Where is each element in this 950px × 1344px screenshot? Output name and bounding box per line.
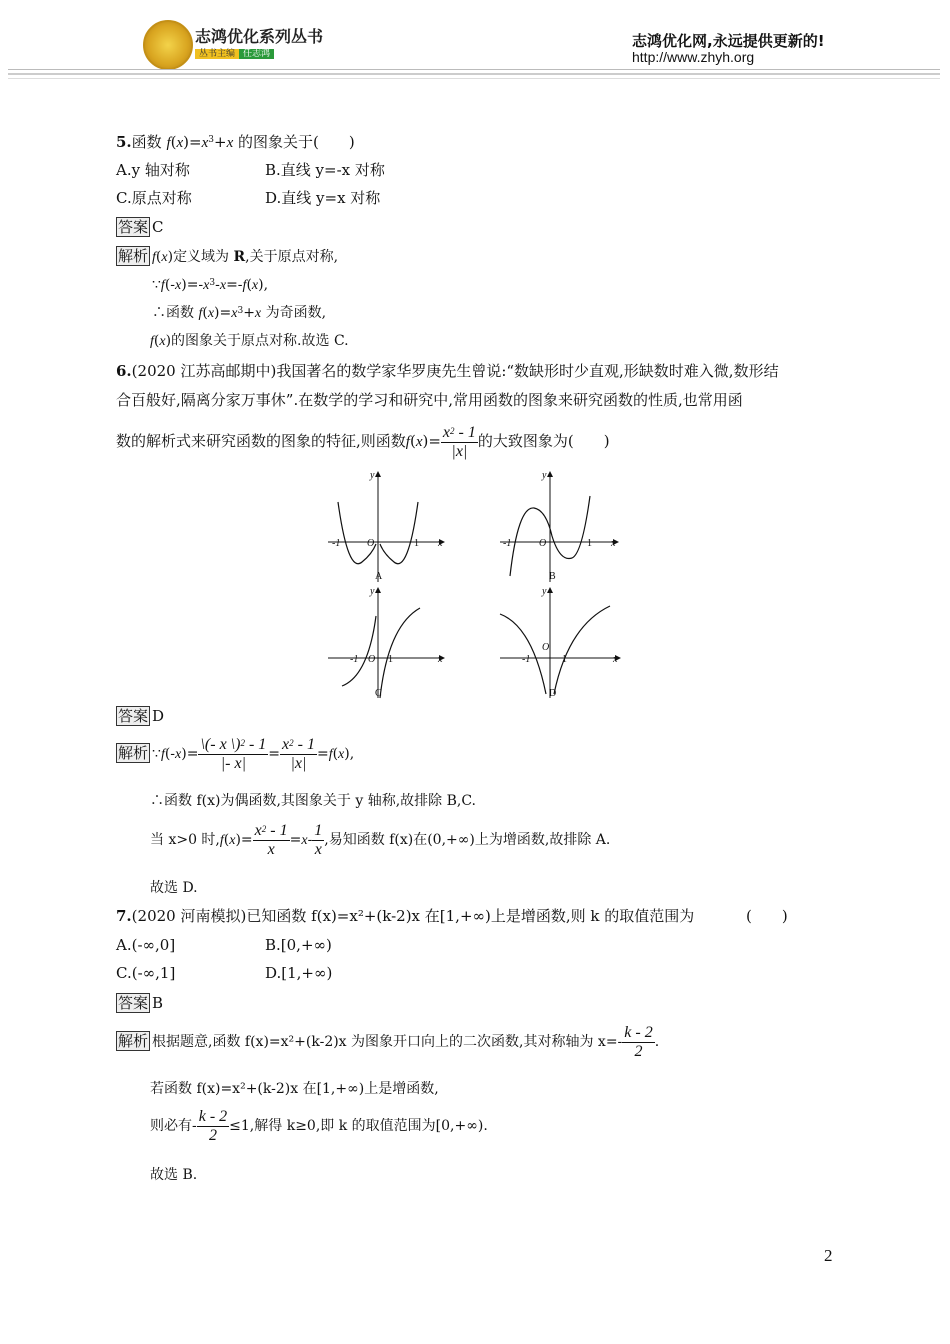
svg-text:x: x: [611, 538, 616, 549]
q7-solution-2: 若函数 f(x)=x²+(k-2)x 在[1,+∞)上是增函数,: [150, 1081, 439, 1097]
editor-badge: [195, 48, 274, 60]
graph-d-label: D: [549, 688, 557, 699]
editor-label: 丛书主编: [195, 49, 239, 59]
logo-seal: [143, 20, 193, 70]
q7-stem: 7.(2020 河南模拟)已知函数 f(x)=x²+(k-2)x 在[1,+∞)上是增函数,则 k 的取值范围为: [116, 907, 695, 925]
header-rule: [8, 78, 940, 79]
graph-a: [328, 470, 444, 582]
q7-paren: ( ): [746, 907, 788, 925]
q6-solution-2: ∴函数 f(x)为偶函数,其图象关于 y 轴称,故排除 B,C.: [150, 793, 477, 809]
q6-stem-3: 数的解析式来研究函数的图象的特征,则函数f(x)= $\frac{x^2 - 1}{|x|}$ 的大致图象为( ): [116, 423, 610, 460]
q5-solution-2: $\because f(-x)=-x^3-x=-f(x)$,: [152, 277, 269, 293]
q5-solution-1: 解析 f(x)定义域为 R,关于原点对称,: [118, 247, 339, 265]
q6-option-graphs: [320, 466, 630, 702]
header-url[interactable]: http://www.zhyh.org: [632, 49, 755, 65]
series-title: 志鸿优化系列丛书: [195, 27, 324, 46]
svg-text:-1: -1: [350, 654, 359, 665]
svg-text:1: 1: [414, 538, 419, 549]
header-rule: [8, 73, 940, 75]
svg-text:y: y: [542, 470, 547, 481]
q6-solution-3: 当 x>0 时,f(x)= $\frac{x^2 - 1}{x}$ =x- $\frac{1}{x}$ ,易知函数 f(x)在(0,+∞)上为增函数,故排除 A.: [150, 821, 611, 858]
svg-text:1: 1: [587, 538, 592, 549]
q5-option-a: A.y 轴对称: [116, 161, 190, 179]
q7-solution-1: 解析 根据题意,函数 f(x)=x²+(k-2)x 为图象开口向上的二次函数,其对称轴为 x=- $\frac{k - 2}{2}$ .: [118, 1023, 660, 1060]
q5-solution-4: f(x)的图象关于原点对称.故选 C.: [150, 333, 349, 349]
q5-solution-3: ∴函数 $f(x)=x^3+x$ 为奇函数,: [152, 305, 327, 321]
svg-text:1: 1: [562, 654, 567, 665]
editor-name: 任志鸿: [239, 49, 274, 59]
svg-text:O: O: [539, 538, 547, 549]
q7-option-c: C.(-∞,1]: [116, 964, 176, 982]
q5-answer: 答案 C: [118, 218, 164, 236]
svg-text:y: y: [370, 470, 375, 481]
q5-option-b: B.直线 y=-x 对称: [265, 161, 385, 179]
svg-text:1: 1: [388, 654, 393, 665]
svg-text:-1: -1: [332, 538, 341, 549]
q6-stem-1: 6.(2020 江苏高邮期中)我国著名的数学家华罗庚先生曾说:“数缺形时少直观,形缺数时难入微,数形结: [116, 362, 779, 380]
svg-text:-1: -1: [503, 538, 512, 549]
svg-text:y: y: [370, 586, 375, 597]
q7-solution-4: 故选 B.: [150, 1167, 198, 1183]
q6-solution-1: 解析 ∵f(-x)= $\frac{\backslash(- x \backslash)^2 - 1}{|- x|}$ = $\frac{x^2 - 1}{|x|}$ =f(x),: [118, 735, 355, 772]
graph-b: [500, 470, 618, 582]
graph-b-label: B: [549, 571, 556, 582]
q6-stem-2: 合百般好,隔离分家万事休”.在数学的学习和研究中,常用函数的图象来研究函数的性质,也常用函: [116, 391, 743, 409]
svg-text:y: y: [542, 586, 547, 597]
page-number: 2: [824, 1246, 833, 1265]
svg-text:O: O: [367, 538, 375, 549]
q7-option-a: A.(-∞,0]: [116, 936, 176, 954]
q6-solution-4: 故选 D.: [150, 880, 198, 896]
q5-stem: 5.函数 $f(x)=x^3+x$ 的图象关于( ): [116, 133, 355, 151]
svg-text:x: x: [613, 654, 618, 665]
q5-option-d: D.直线 y=x 对称: [265, 189, 381, 207]
q6-answer: 答案 D: [118, 707, 165, 725]
graph-c: [328, 586, 444, 699]
q7-option-d: D.[1,+∞): [265, 964, 333, 982]
q7-option-b: B.[0,+∞): [265, 936, 332, 954]
q7-solution-3: 则必有- $\frac{k - 2}{2}$ ≤1,解得 k≥0,即 k 的取值范围为[0,+∞).: [150, 1107, 488, 1144]
svg-text:-1: -1: [522, 654, 531, 665]
svg-text:x: x: [438, 654, 443, 665]
graph-d: [500, 586, 620, 699]
header-slogan: 志鸿优化网,永远提供更新的!: [632, 32, 825, 50]
svg-text:O: O: [368, 654, 376, 665]
q7-answer: 答案 B: [118, 994, 164, 1012]
q5-option-c: C.原点对称: [116, 189, 192, 207]
svg-text:x: x: [438, 538, 443, 549]
graph-c-label: C: [375, 688, 382, 699]
graph-a-label: A: [375, 571, 383, 582]
svg-text:O: O: [542, 642, 550, 653]
header-rule: [8, 69, 940, 70]
